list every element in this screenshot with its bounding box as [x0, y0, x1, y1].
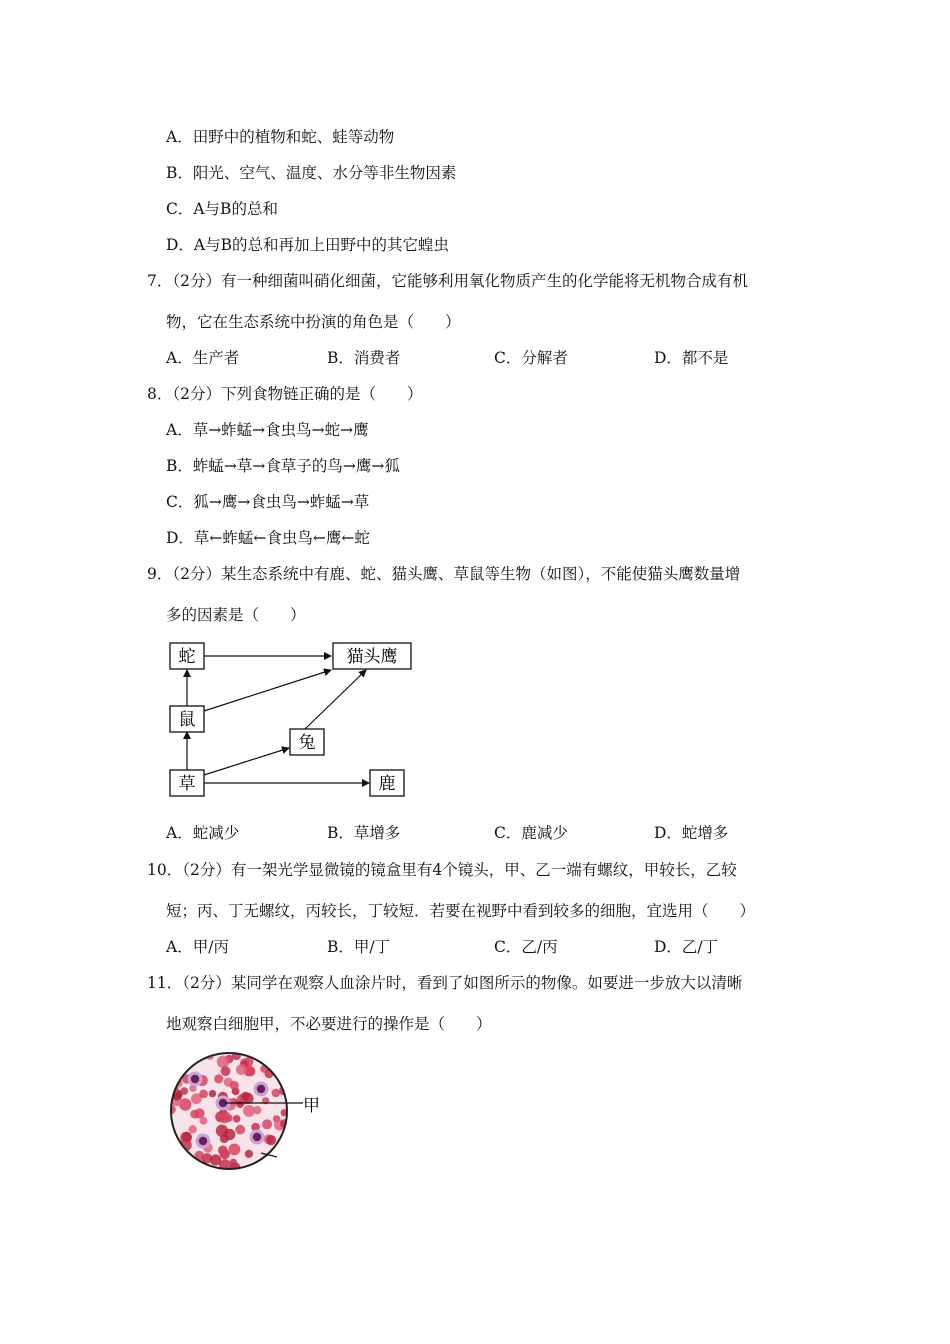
- red-blood-cell: [230, 1081, 239, 1090]
- white-blood-cell-nucleus: [257, 1085, 265, 1093]
- q8-option-a: A．草→蚱蜢→食虫鸟→蛇→鹰: [166, 421, 369, 439]
- q8-stem: 8．（2分）下列食物链正确的是（ ）: [147, 385, 423, 403]
- red-blood-cell: [236, 1064, 247, 1075]
- q6-option-c: C．A与B的总和: [166, 200, 278, 218]
- q8-option-d: D．草←蚱蜢←食虫鸟←鹰←蛇: [166, 529, 370, 547]
- node-mouse: [170, 706, 204, 732]
- node-deer-label: 鹿: [378, 774, 396, 794]
- red-blood-cell: [253, 1106, 261, 1114]
- red-blood-cell: [230, 1159, 238, 1167]
- red-blood-cell: [262, 1119, 272, 1129]
- node-snake-label: 蛇: [178, 647, 196, 667]
- arrow-grass-to-rabbit: [204, 748, 289, 775]
- red-blood-cell: [243, 1105, 255, 1117]
- node-owl: [333, 643, 411, 669]
- q7-option-a: A．生产者: [166, 349, 240, 367]
- q10-option-b: B．甲/丁: [327, 938, 391, 956]
- q6-option-b: B．阳光、空气、温度、水分等非生物因素: [166, 164, 457, 182]
- red-blood-cell: [217, 1056, 229, 1068]
- red-blood-cell: [189, 1125, 197, 1133]
- node-owl-label: 猫头鹰: [346, 647, 398, 667]
- blood-smear-figure: [165, 1045, 335, 1180]
- white-blood-cell-nucleus: [253, 1133, 261, 1141]
- red-blood-cell: [187, 1054, 194, 1061]
- red-blood-cell: [199, 1090, 208, 1099]
- q6-option-a: A．田野中的植物和蛇、蛙等动物: [166, 128, 395, 146]
- q7-stem-line2: 物，它在生态系统中扮演的角色是（ ）: [166, 313, 461, 331]
- red-blood-cell: [229, 1144, 241, 1156]
- red-blood-cell: [169, 1078, 177, 1086]
- red-blood-cell: [241, 1092, 250, 1101]
- white-blood-cell-nucleus: [191, 1075, 199, 1083]
- q11-stem-line1: 11．（2分）某同学在观察人血涂片时，看到了如图所示的物像。如要进一步放大以清晰: [147, 974, 743, 992]
- food-web-diagram: [160, 635, 430, 805]
- q9-stem-line1: 9．（2分）某生态系统中有鹿、蛇、猫头鹰、草鼠等生物（如图），不能使猫头鹰数量增: [147, 565, 741, 583]
- red-blood-cell: [219, 1149, 228, 1158]
- q7-stem-line1: 7．（2分）有一种细菌叫硝化细菌，它能够利用氧化物质产生的化学能将无机物合成有机: [147, 272, 748, 290]
- q9-option-c: C．鹿减少: [494, 824, 568, 842]
- q10-option-d: D．乙/丁: [654, 938, 719, 956]
- q10-option-c: C．乙/丙: [494, 938, 558, 956]
- q7-option-b: B．消费者: [327, 349, 401, 367]
- red-blood-cell: [209, 1090, 216, 1097]
- red-blood-cell: [219, 1111, 231, 1123]
- q8-option-b: B．蚱蜢→草→食草子的鸟→鹰→狐: [166, 457, 400, 475]
- q9-option-a: A．蛇减少: [166, 824, 240, 842]
- q7-option-d: D．都不是: [654, 349, 729, 367]
- red-blood-cell: [233, 1115, 241, 1123]
- red-blood-cell: [182, 1132, 192, 1142]
- red-blood-cell: [216, 1125, 228, 1137]
- q10-stem-line1: 10．（2分）有一架光学显微镜的镜盒里有4个镜头，甲、乙一端有螺纹，甲较长，乙较: [147, 861, 737, 879]
- label-jia: 甲: [303, 1096, 320, 1116]
- red-blood-cell: [195, 1108, 205, 1118]
- q9-option-d: D．蛇增多: [654, 824, 729, 842]
- red-blood-cell: [236, 1100, 244, 1108]
- red-blood-cell: [210, 1154, 221, 1165]
- q10-stem-line2: 短；丙、丁无螺纹，丙较长，丁较短．若要在视野中看到较多的细胞，宜选用（ ）: [166, 902, 756, 920]
- node-rabbit-label: 兔: [298, 733, 316, 753]
- q7-option-c: C．分解者: [494, 349, 568, 367]
- node-grass-label: 草: [178, 774, 196, 794]
- red-blood-cell: [181, 1087, 189, 1095]
- red-blood-cell: [177, 1066, 185, 1074]
- red-blood-cell: [245, 1150, 253, 1158]
- red-blood-cell: [271, 1158, 280, 1167]
- red-blood-cell: [221, 1066, 231, 1076]
- q10-option-a: A．甲/丙: [166, 938, 229, 956]
- red-blood-cell: [186, 1163, 195, 1172]
- arrow-rabbit-to-owl: [305, 670, 366, 729]
- node-snake: [170, 643, 204, 669]
- white-blood-cell-nucleus: [199, 1137, 207, 1145]
- node-rabbit: [290, 729, 324, 755]
- q8-option-c: C．狐→鹰→食虫鸟→蚱蜢→草: [166, 493, 370, 511]
- q11-stem-line2: 地观察白细胞甲，不必要进行的操作是（ ）: [166, 1015, 492, 1033]
- red-blood-cell: [272, 1089, 280, 1097]
- red-blood-cell: [266, 1135, 276, 1145]
- red-blood-cell: [185, 1047, 197, 1059]
- q9-stem-line2: 多的因素是（ ）: [166, 606, 306, 624]
- red-blood-cell: [235, 1125, 245, 1135]
- red-blood-cell: [214, 1074, 223, 1083]
- q9-option-b: B．草增多: [327, 824, 401, 842]
- q6-option-d: D．A与B的总和再加上田野中的其它蝗虫: [166, 236, 450, 254]
- red-blood-cell: [168, 1065, 179, 1076]
- node-deer: [370, 770, 404, 796]
- arrow-mouse-to-owl: [204, 670, 331, 711]
- node-grass: [170, 770, 204, 796]
- node-mouse-label: 鼠: [178, 710, 196, 730]
- red-blood-cell: [176, 1152, 183, 1159]
